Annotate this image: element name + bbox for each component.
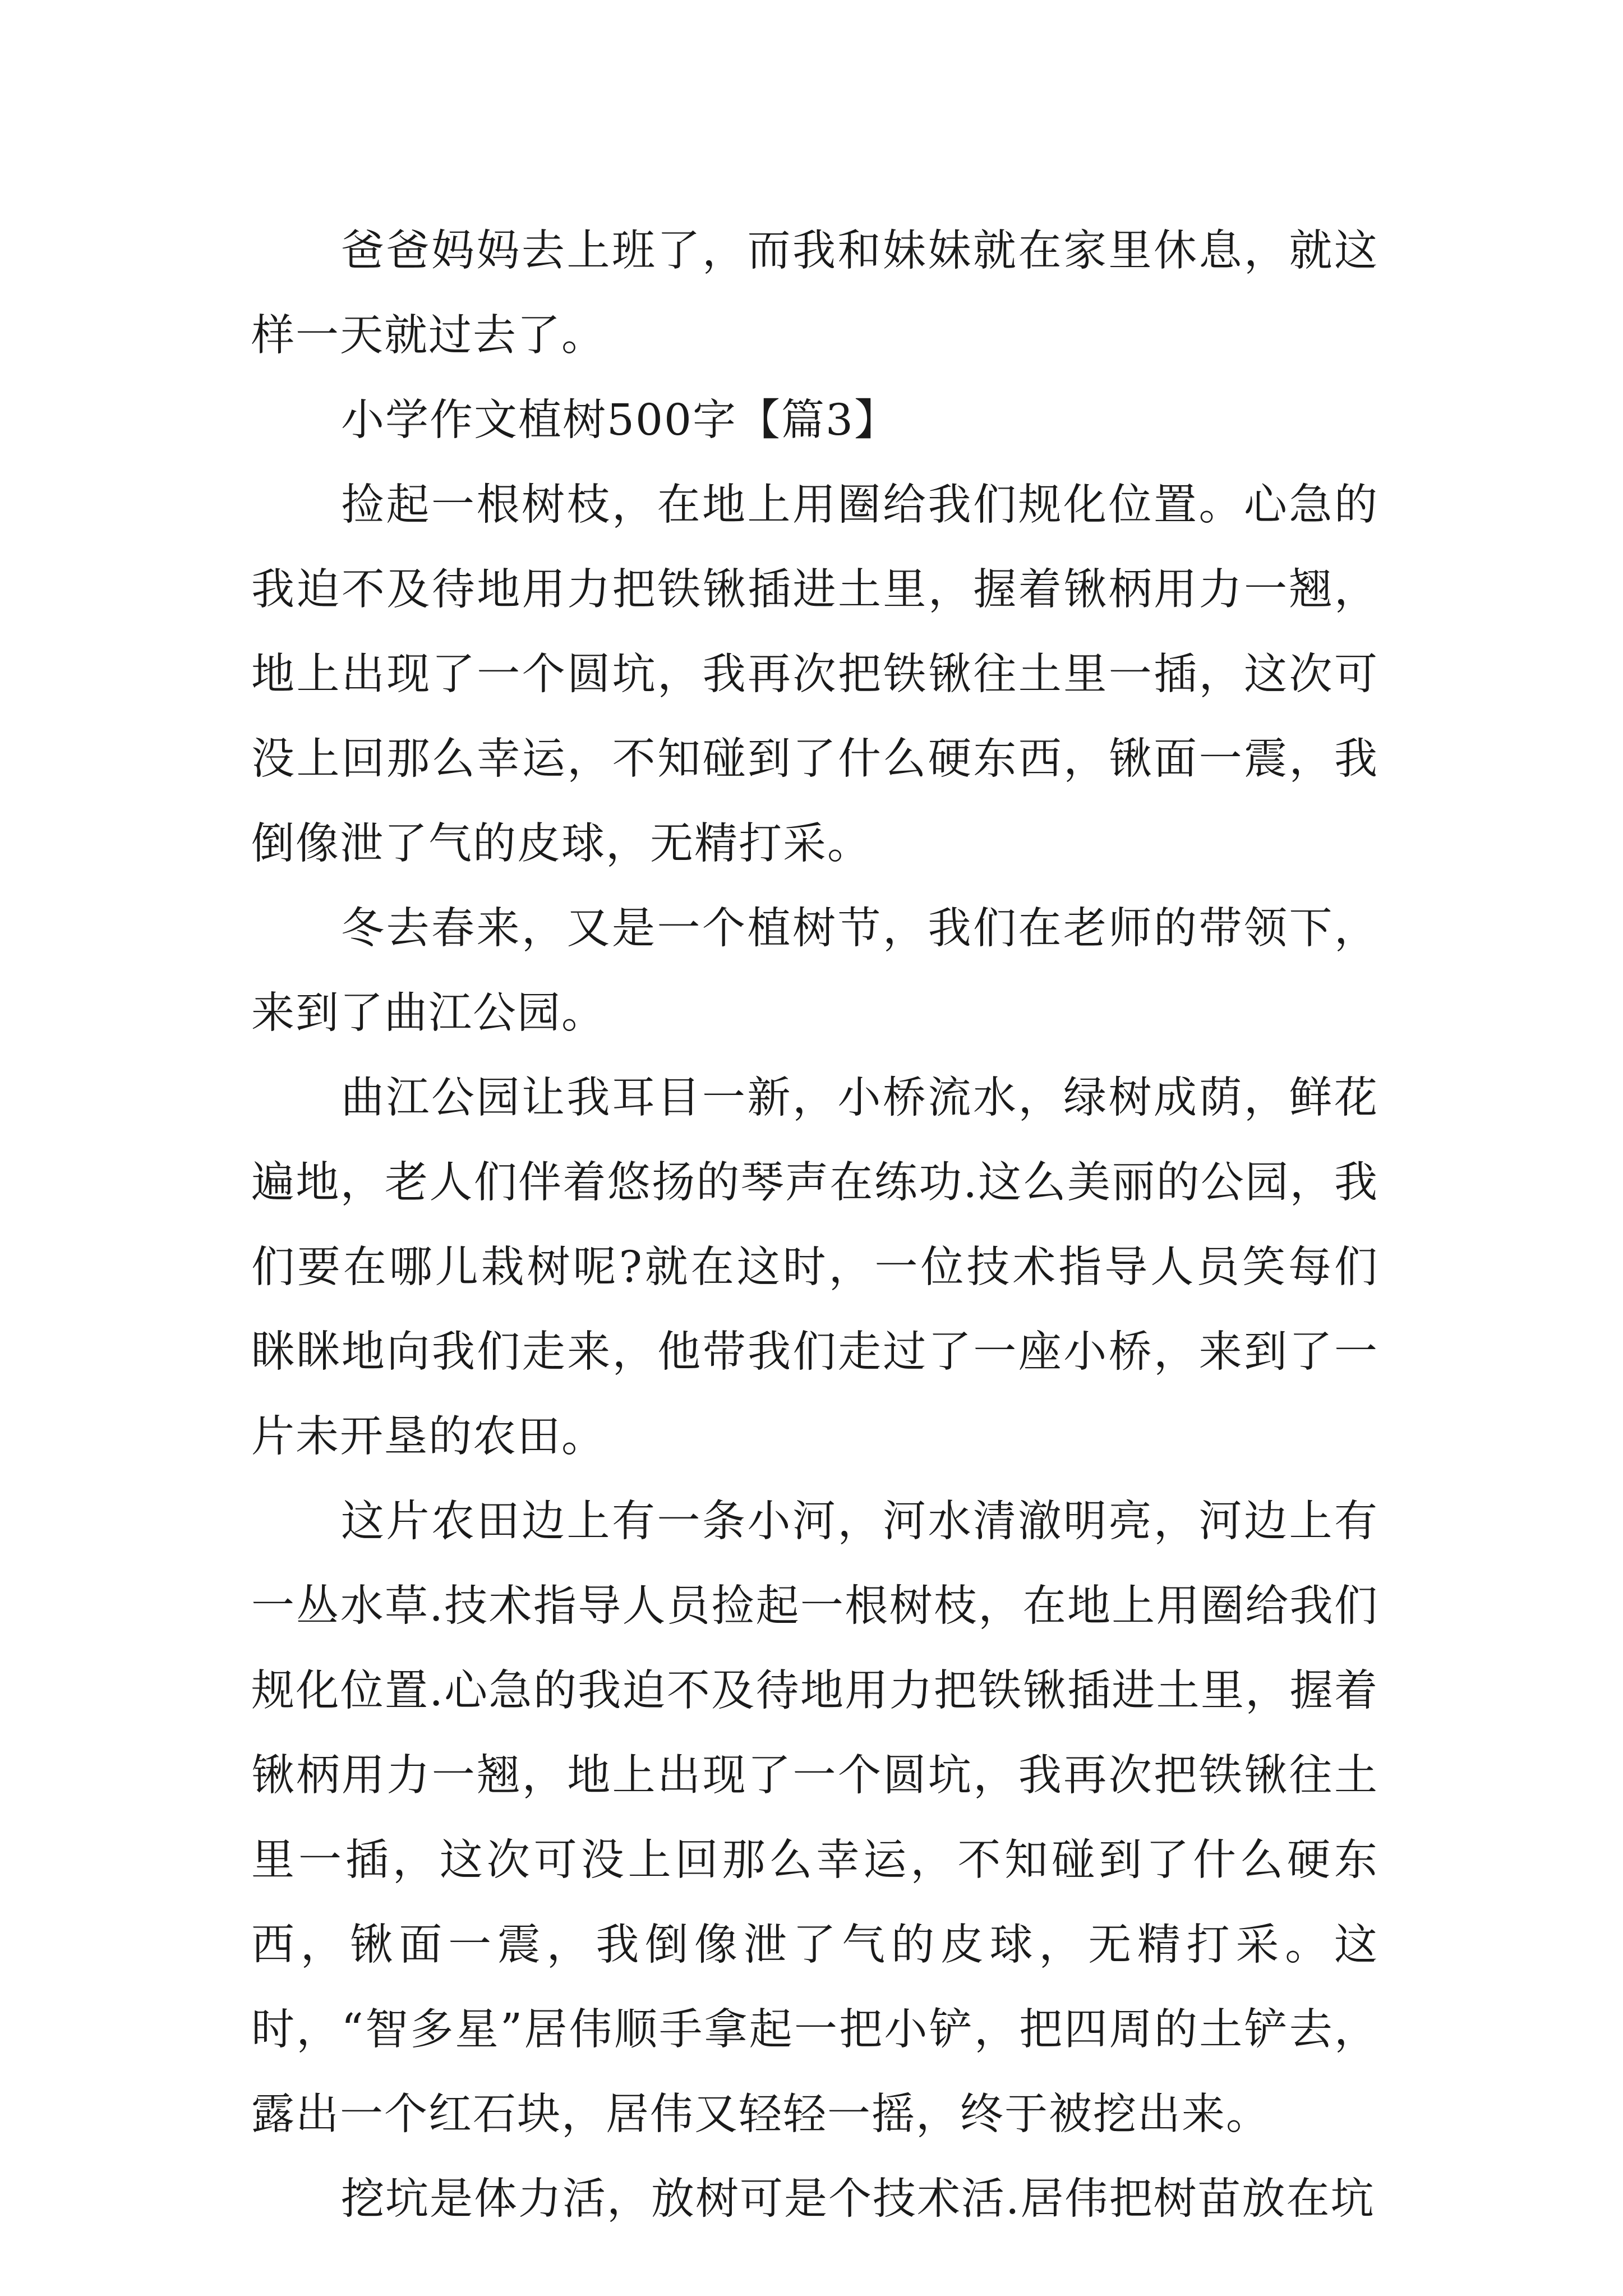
paragraph-1: 爸爸妈妈去上班了，而我和妹妹就在家里休息，就这样一天就过去了。	[251, 226, 1378, 361]
paragraph-6: 挖坑是体力活，放树可是个技术活.居伟把树苗放在坑	[341, 2174, 1375, 2224]
section-heading: 小学作文植树500字【篇3】	[341, 395, 898, 445]
paragraph-5: 这片农田边上有一条小河，河水清澈明亮，河边上有一丛水草.技术指导人员捡起一根树枝，在地上用圈给我们规化位置.心急的我迫不及待地用力把铁锹插进土里，握着锹柄用力一翘，地上出现了一个圆坑，我再次把铁锹往土里一插，这次可没上回那么幸运，不知碰到了什么硬东西，锹面一震，我倒像泄了气的皮球，无精打采。这时，“智多星”居伟顺手拿起一把小铲，把四周的土铲去，露出一个红石块，居伟又轻轻一摇，终于被挖出来。	[251, 1497, 1378, 2139]
paragraph-3: 冬去春来，又是一个植树节，我们在老师的带领下，来到了曲江公园。	[251, 904, 1378, 1038]
paragraph-4: 曲江公园让我耳目一新，小桥流水，绿树成荫，鲜花遍地，老人们伴着悠扬的琴声在练功.这么美丽的公园，我们要在哪儿栽树呢?就在这时，一位技术指导人员笑每们眯眯地向我们走来，他带我们走过了一座小桥，来到了一片未开垦的农田。	[251, 1073, 1378, 1462]
paragraph-2: 捡起一根树枝，在地上用圈给我们规化位置。心急的我迫不及待地用力把铁锹插进土里，握着锹柄用力一翘，地上出现了一个圆坑，我再次把铁锹往土里一插，这次可没上回那么幸运，不知碰到了什么硬东西，锹面一震，我倒像泄了气的皮球，无精打采。	[251, 480, 1378, 869]
document-body	[251, 209, 1378, 2242]
